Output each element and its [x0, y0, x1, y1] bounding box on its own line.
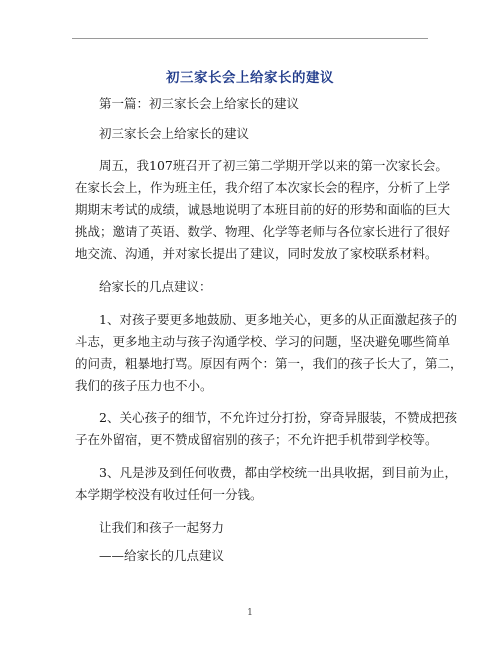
- paragraph-line: 的问责，粗暴地打骂。原因有两个：第一，我们的孩子长大了，第二，: [75, 356, 463, 371]
- closing-line: 让我们和孩子一起努力: [99, 520, 225, 535]
- paragraph-line: 斗志，更多地主动与孩子沟通学校、学习的问题，坚决避免哪些简单: [75, 334, 451, 349]
- signature-line: ——给家长的几点建议: [99, 548, 225, 563]
- paragraph-line: 周五，我107班召开了初三第二学期开学以来的第一次家长会。: [99, 158, 448, 173]
- suggestions-heading: 给家长的几点建议：: [99, 279, 212, 294]
- page-number: 1: [247, 608, 253, 618]
- header-rule: [72, 38, 428, 39]
- paragraph-line: 本学期学校没有收过任何一分钱。: [75, 487, 263, 502]
- paragraph-line: 1、对孩子要更多地鼓励、更多地关心，更多的从正面激起孩子的: [99, 312, 457, 327]
- paragraph-line: 期期末考试的成绩，诚恳地说明了本班目前的好的形势和面临的巨大: [75, 202, 451, 217]
- paragraph-line: 3、凡是涉及到任何收费，都由学校统一出具收据，到目前为止，: [99, 465, 457, 480]
- paragraph-line: 地交流、沟通，并对家长提出了建议，同时发放了家校联系材料。: [75, 246, 438, 261]
- subheading: 初三家长会上给家长的建议: [99, 126, 250, 141]
- paragraph-line: 我们的孩子压力也不小。: [75, 378, 213, 393]
- paragraph-line: 2、关心孩子的细节，不允许过分打扮，穿奇异服装，不赞成把孩: [99, 410, 457, 425]
- section-heading: 第一篇：初三家长会上给家长的建议: [99, 96, 300, 111]
- paragraph-line: 挑战；邀请了英语、数学、物理、化学等老师与各位家长进行了很好: [75, 224, 451, 239]
- paragraph-line: 在家长会上，作为班主任，我介绍了本次家长会的程序，分析了上学: [75, 180, 451, 195]
- paragraph-line: 子在外留宿，更不赞成留宿别的孩子；不允许把手机带到学校等。: [75, 432, 438, 447]
- document-title: 初三家长会上给家长的建议: [166, 70, 334, 86]
